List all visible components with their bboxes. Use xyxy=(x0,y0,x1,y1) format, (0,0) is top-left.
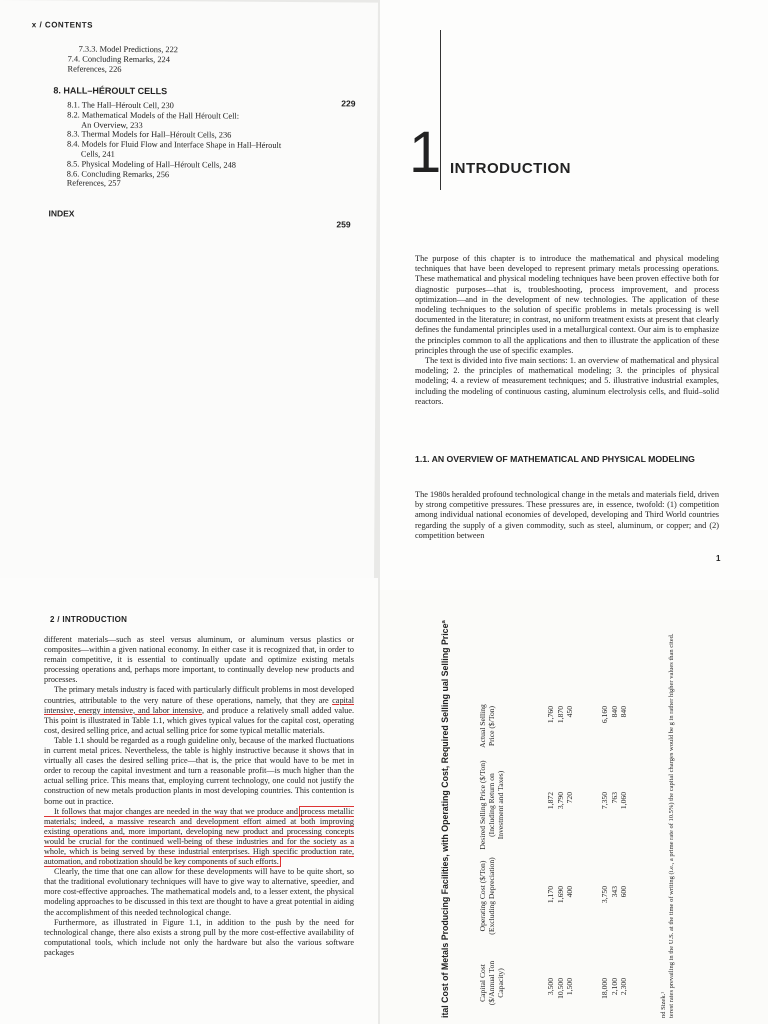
table-cell: 1,760 xyxy=(546,706,555,724)
contents-entry: 7.4. Concluding Remarks, 224 xyxy=(67,54,170,65)
column-header: Capital Cost ($/Annual Ton Capacity) xyxy=(478,960,505,1006)
table-footnote xyxy=(660,598,676,1018)
contents-entry: 8.1. The Hall–Héroult Cell, 230 xyxy=(67,100,174,111)
table-cell: 6,160 xyxy=(600,706,609,724)
table-title: ital Cost of Metals Producing Facilities, with Operating Cost, Required Selling ual Selling Priceª xyxy=(440,620,450,1018)
paragraph: Clearly, the time that one can allow for these developments will have to be quite short, so that the traditional evolutionary techniques will have to give way to alternative, speedier, and more cost-effective approaches. The mathematical models and, to a lesser extent, the physical modeling approaches to be discussed in this text are thought to have a great potential in aiding the accomplishment of this needed technological change. xyxy=(44,867,354,917)
contents-list-top xyxy=(67,44,357,76)
chapter-heading: 8. HALL–HÉROULT CELLS xyxy=(53,85,168,97)
table-cell: 600 xyxy=(619,886,629,898)
contents-entry: 8.2. Mathematical Models of the Hall Héroult Cell: xyxy=(67,110,240,121)
page-two xyxy=(0,578,378,1024)
table-cell: 763 xyxy=(609,792,619,804)
chapter-number: 1 xyxy=(409,120,442,185)
table-cell: 7,350 xyxy=(600,792,609,810)
table-cell: 1,060 xyxy=(619,792,629,810)
section-heading: 1.1. AN OVERVIEW OF MATHEMATICAL AND PHYSICAL MODELING xyxy=(415,454,695,464)
intro-body xyxy=(415,254,719,407)
paragraph: Furthermore, as illustrated in Figure 1.1, in addition to the push by the need for technological change, there also exists a strong pull by the more cost-effective availability of computational tools, which include not only the hardware but also the various software packages xyxy=(44,917,354,957)
highlighted-passage: process metallic materials; indeed, a massive research and development effort aimed at both improving existing operations and, more important, developing new product and processing concepts would be crucial for the continued well-being of these industries and for the society as a whole, which is being served by these industrial enterprises. High specific production rate, automation, and robotization should be key components of such efforts. xyxy=(44,806,354,867)
paragraph-text: The primary metals industry is faced with particularly difficult problems in most developed countries, attributable to the very nature of these operations, namely, that they are xyxy=(44,685,354,705)
contents-page xyxy=(0,0,378,581)
paragraph: The 1980s heralded profound technological change in the metals and materials field, driven by strong competitive pressures. These pressures are, in essence, twofold: (1) competition among individual national economies of developed, developing and Third World countries regarding the supply of a given commodity, such as steel, aluminum, or copper; and (2) competition between xyxy=(415,490,719,540)
contents-entry: 8.6. Concluding Remarks, 256 xyxy=(66,169,170,179)
paragraph xyxy=(44,685,354,735)
rotated-table xyxy=(440,598,730,1018)
paragraph: Table 1.1 should be regarded as a rough guideline only, because of the marked fluctuations in current metal prices. Nevertheless, the table is highly instructive because it shows that in virtually all cases the desired selling price—that is, the price that would have to be met in order to recoup the capital investment and turn a reasonable profit—is much higher than the actual selling price. This means that, employing current technology, one could not justify the construction of new metals production plants in most developing countries. This contention is borne out in practice. xyxy=(44,735,354,806)
table-cell: 1,872 xyxy=(546,792,555,810)
table-cell: 720 xyxy=(565,792,575,804)
contents-entry: 7.3.3. Model Predictions, 222 xyxy=(78,44,179,55)
table-cell: 840 xyxy=(619,706,629,718)
table-cell: 400 xyxy=(565,886,575,898)
page-number: 1 xyxy=(716,554,721,563)
table-cell: 450 xyxy=(565,706,575,718)
running-header: 2 / INTRODUCTION xyxy=(50,615,128,624)
column-header: Desired Selling Price ($/Ton) (Including Return on Investment and Taxes) xyxy=(478,760,505,850)
column-header: Actual Selling Price ($/Ton) xyxy=(478,704,496,748)
page-two-body xyxy=(44,635,354,958)
contents-entry: Cells, 241 xyxy=(80,149,115,159)
contents-entry: 8.4. Models for Fluid Flow and Interface Shape in Hall–Héroult xyxy=(66,139,282,151)
table-cell: 3,500 xyxy=(546,978,555,996)
table-page xyxy=(380,590,768,1024)
paragraph-text: , and produce a relatively small added value. This point is illustrated in Table 1.1, which gives typical values for the capital cost, operating cost, desired selling price, and actual selling price for some typical metallic materials. xyxy=(44,705,354,735)
column-header: Operating Cost ($/Ton) (Excluding Depreciation) xyxy=(478,857,496,935)
table-cell: 1,690 xyxy=(555,886,565,904)
paragraph-text: It follows that major changes are needed in the way that we produce and xyxy=(54,806,301,816)
chapter-title: INTRODUCTION xyxy=(450,160,571,177)
table-cell: 1,870 xyxy=(555,706,565,724)
table-cell: 840 xyxy=(609,706,619,718)
table-cell: 10,500 xyxy=(555,978,565,999)
table-cell: 1,500 xyxy=(565,978,575,996)
contents-entry: References, 257 xyxy=(66,178,121,189)
table-cell: 3,790 xyxy=(555,792,565,810)
paragraph: different materials—such as steel versus aluminum, or aluminum versus plastics or composites—within a given national economy. In either case it is recognized that, in order to remain competitive, it is essential to continually update and optimize existing metals processing operations and, perhaps more important, to continually develop new products and processes. xyxy=(44,635,354,685)
footnote-source: nd Sizek.¹ xyxy=(660,991,667,1018)
paragraph: The purpose of this chapter is to introduce the mathematical and physical modeling techniques that have been developed to represent primary metals processing operations. These mathematical and physical modeling techniques have been proven effective both for diagnostic purposes—that is, troubleshooting, process improvement, and process optimization—and in the development of new technologies. The application of these modeling techniques to the solution of specific problems in metals processing is well documented in the literature; in contrast, no uniform treatment exists at present that clearly defines the fundamental principles used in a metallurgical context. Our aim is to emphasize the principles common to all the applications and then to illustrate the application of these principles through the use of specific examples. xyxy=(415,254,719,355)
paragraph xyxy=(44,807,354,868)
paragraph: The text is divided into five main sections: 1. an overview of mathematical and physical modeling; 2. the principles of mathematical modeling; 3. the principles of physical modeling; 4. a review of measurement techniques; and 5. illustrative industrial examples, including the modeling of continuous casting, aluminum electrolysis cells, and fluid–solid reactors. xyxy=(415,356,719,406)
contents-entry: An Overview, 233 xyxy=(81,120,143,130)
index-heading: INDEX xyxy=(48,208,75,219)
index-page-number: 259 xyxy=(336,219,351,230)
footnote-text: terest rates prevailing in the U.S. at the time of writing (i.e., a prime rate of 10.5%) the capital charges would be g in rather higher values than cited. xyxy=(668,633,675,1018)
table-cell: 1,170 xyxy=(546,886,555,904)
table-cell: 343 xyxy=(609,886,619,898)
table-cell: 18,000 xyxy=(600,978,609,999)
contents-entry: 8.5. Physical Modeling of Hall–Héroult Cells, 248 xyxy=(66,159,237,170)
running-header: x / CONTENTS xyxy=(31,20,93,30)
contents-entry: 8.3. Thermal Models for Hall–Héroult Cells, 236 xyxy=(67,129,232,141)
table-cell: 2,300 xyxy=(619,978,629,996)
chapter-one-page xyxy=(380,0,768,590)
contents-entry: References, 226 xyxy=(67,64,122,74)
table-cell: 3,750 xyxy=(600,886,609,904)
table-cell: 2,100 xyxy=(609,978,619,996)
chapter-page-number: 229 xyxy=(341,98,356,109)
underlined-phrase: capital intensive, energy intensive, and labor intensive xyxy=(44,695,354,715)
contents-list-chapter8 xyxy=(67,100,348,190)
